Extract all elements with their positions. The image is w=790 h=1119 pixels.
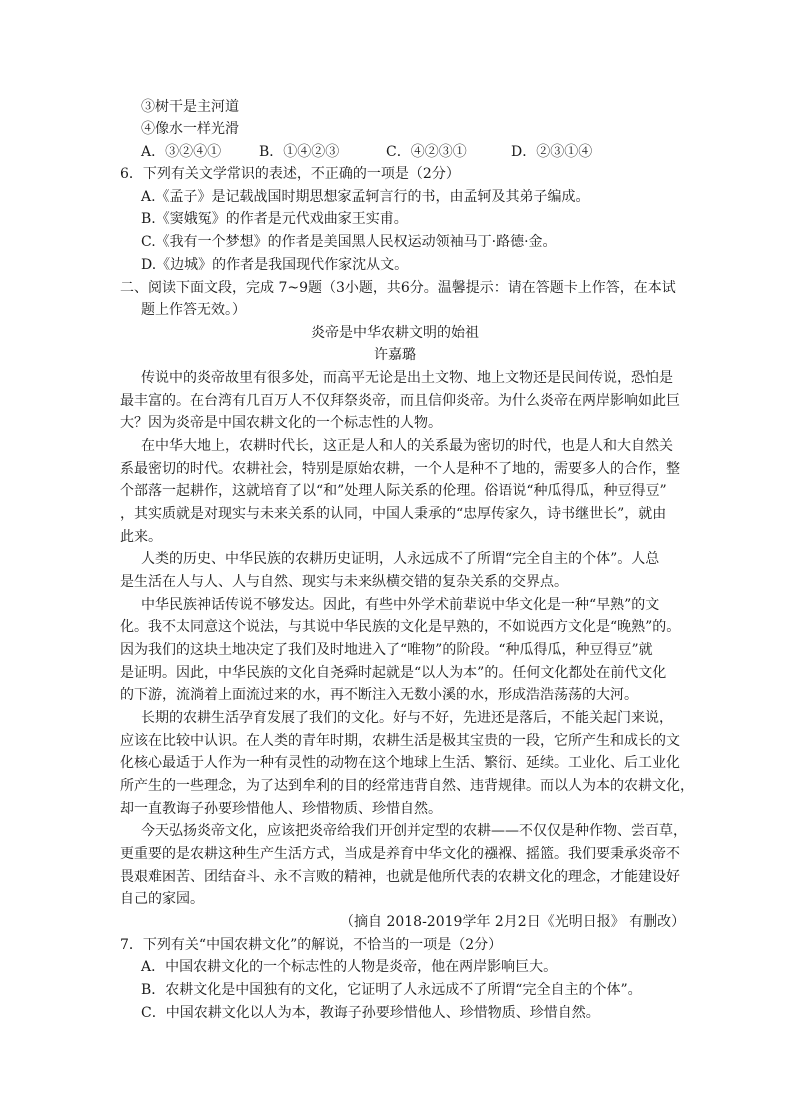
article-line: 畏艰难困苦、团结奋斗、永不言败的精神，也就是他所代表的农耕文化的理念，才能建设好 xyxy=(120,869,680,885)
article-line: 自己的家园。 xyxy=(120,891,204,907)
q6-option-d: D.《边城》的作者是我国现代作家沈从文。 xyxy=(141,257,409,273)
q5-option-c: C．④②③① xyxy=(386,144,467,160)
q5-option-d: D．②③①④ xyxy=(511,144,593,160)
article-line: 是生活在人与人、人与自然、现实与未来纵横交错的复杂关系的交界点。 xyxy=(120,574,568,590)
q6-option-c: C.《我有一个梦想》的作者是美国黑人民权运动领袖马丁·路德·金。 xyxy=(141,234,557,250)
article-line: 在中华大地上，农耕时代长，这正是人和人的关系最为密切的时代，也是人和大自然关 xyxy=(141,438,673,454)
article-line: 最丰富的。在台湾有几百万人不仅拜祭炎帝，而且信仰炎帝。为什么炎帝在两岸影响如此巨 xyxy=(120,393,680,409)
q5-item-4: ④像水一样光滑 xyxy=(141,121,239,137)
q6-option-b: B.《窦娥冤》的作者是元代戏曲家王实甫。 xyxy=(141,211,408,227)
article-line: 个部落一起耕作，这就培育了以“和”处理人际关系的伦理。俗语说“种瓜得瓜，种豆得豆” xyxy=(120,483,667,499)
section2-heading-cont: 题上作答无效。） xyxy=(141,302,246,318)
q7-option-a: A．中国农耕文化的一个标志性的人物是炎帝，他在两岸影响巨大。 xyxy=(141,959,558,975)
article-line: 所产生的一些理念，为了达到牟利的目的经常违背自然、违背规律。而以人为本的农耕文化， xyxy=(120,778,694,794)
article-line: 的下游，流淌着上面流过来的水，再不断注入无数小溪的水，形成浩浩荡荡的大河。 xyxy=(120,687,638,703)
q7-option-c: C．中国农耕文化以人为本，教诲子孙要珍惜他人、珍惜物质、珍惜自然。 xyxy=(141,1005,600,1021)
article-line: 更重要的是农耕这种生产生活方式，当成是养育中华文化的襁褓、摇篮。我们要秉承炎帝不 xyxy=(120,846,680,862)
section2-heading: 二、阅读下面文段，完成 7~9题（3小题，共6分。温馨提示：请在答题卡上作答，在本试 xyxy=(120,280,676,296)
article-line: 却一直教诲子孙要珍惜他人、珍惜物质、珍惜自然。 xyxy=(120,801,442,817)
q5-item-3: ③树干是主河道 xyxy=(141,99,239,115)
article-line: 因为我们的这块土地决定了我们及时地进入了“唯物”的阶段。“种瓜得瓜，种豆得豆”就 xyxy=(120,642,653,658)
article-line: ，其实质就是对现实与未来关系的认同，中国人秉承的“忠厚传家久，诗书继世长”，就由 xyxy=(120,506,667,522)
article-line: 大？因为炎帝是中国农耕文化的一个标志性的人物。 xyxy=(120,415,442,431)
article-line: 此来。 xyxy=(120,529,162,545)
article-line: 传说中的炎帝故里有很多处，而高平无论是出土文物、地上文物还是民间传说，恐怕是 xyxy=(141,370,673,386)
article-author: 许嘉璐 xyxy=(374,347,416,363)
q7-stem: 7．下列有关“中国农耕文化”的解说，不恰当的一项是（2分） xyxy=(120,937,503,953)
article-line: 化。我不太同意这个说法，与其说中华民族的文化是早熟的，不如说西方文化是“晚熟”的。 xyxy=(120,619,681,635)
article-line: 人类的历史、中华民族的农耕历史证明，人永远成不了所谓“完全自主的个体”。人总 xyxy=(141,551,660,567)
q6-option-a: A.《孟子》是记载战国时期思想家孟轲言行的书，由孟轲及其弟子编成。 xyxy=(141,189,590,205)
q6-stem: 6．下列有关文学常识的表述，不正确的一项是（2分） xyxy=(120,166,460,182)
article-title: 炎帝是中华农耕文明的始祖 xyxy=(311,325,479,341)
q5-option-b: B．①④②③ xyxy=(259,144,340,160)
article-line: 应该在比较中认识。在人类的青年时期，农耕生活是极其宝贵的一段，它所产生和成长的文 xyxy=(120,733,680,749)
article-source: （摘自 2018-2019学年 2月2日《光明日报》 有删改） xyxy=(340,914,686,930)
q5-option-a: A．③②④① xyxy=(141,144,222,160)
article-line: 今天弘扬炎帝文化，应该把炎帝给我们开创并定型的农耕——不仅仅是种作物、尝百草， xyxy=(141,823,687,839)
article-line: 中华民族神话传说不够发达。因此，有些中外学术前辈说中华文化是一种“早熟”的文 xyxy=(141,597,660,613)
article-line: 系最密切的时代。农耕社会，特别是原始农耕，一个人是种不了地的，需要多人的合作，整 xyxy=(120,461,680,477)
q7-option-b: B．农耕文化是中国独有的文化，它证明了人永远成不了所谓“完全自主的个体”。 xyxy=(141,982,642,998)
article-line: 长期的农耕生活孕育发展了我们的文化。好与不好，先进还是落后，不能关起门来说， xyxy=(141,710,673,726)
article-line: 化核心最适于人作为一种有灵性的动物在这个地球上生活、繁衍、延续。工业化、后工业化 xyxy=(120,755,680,771)
article-line: 是证明。因此，中华民族的文化自尧舜时起就是“以人为本”的。任何文化都处在前代文化 xyxy=(120,665,667,681)
